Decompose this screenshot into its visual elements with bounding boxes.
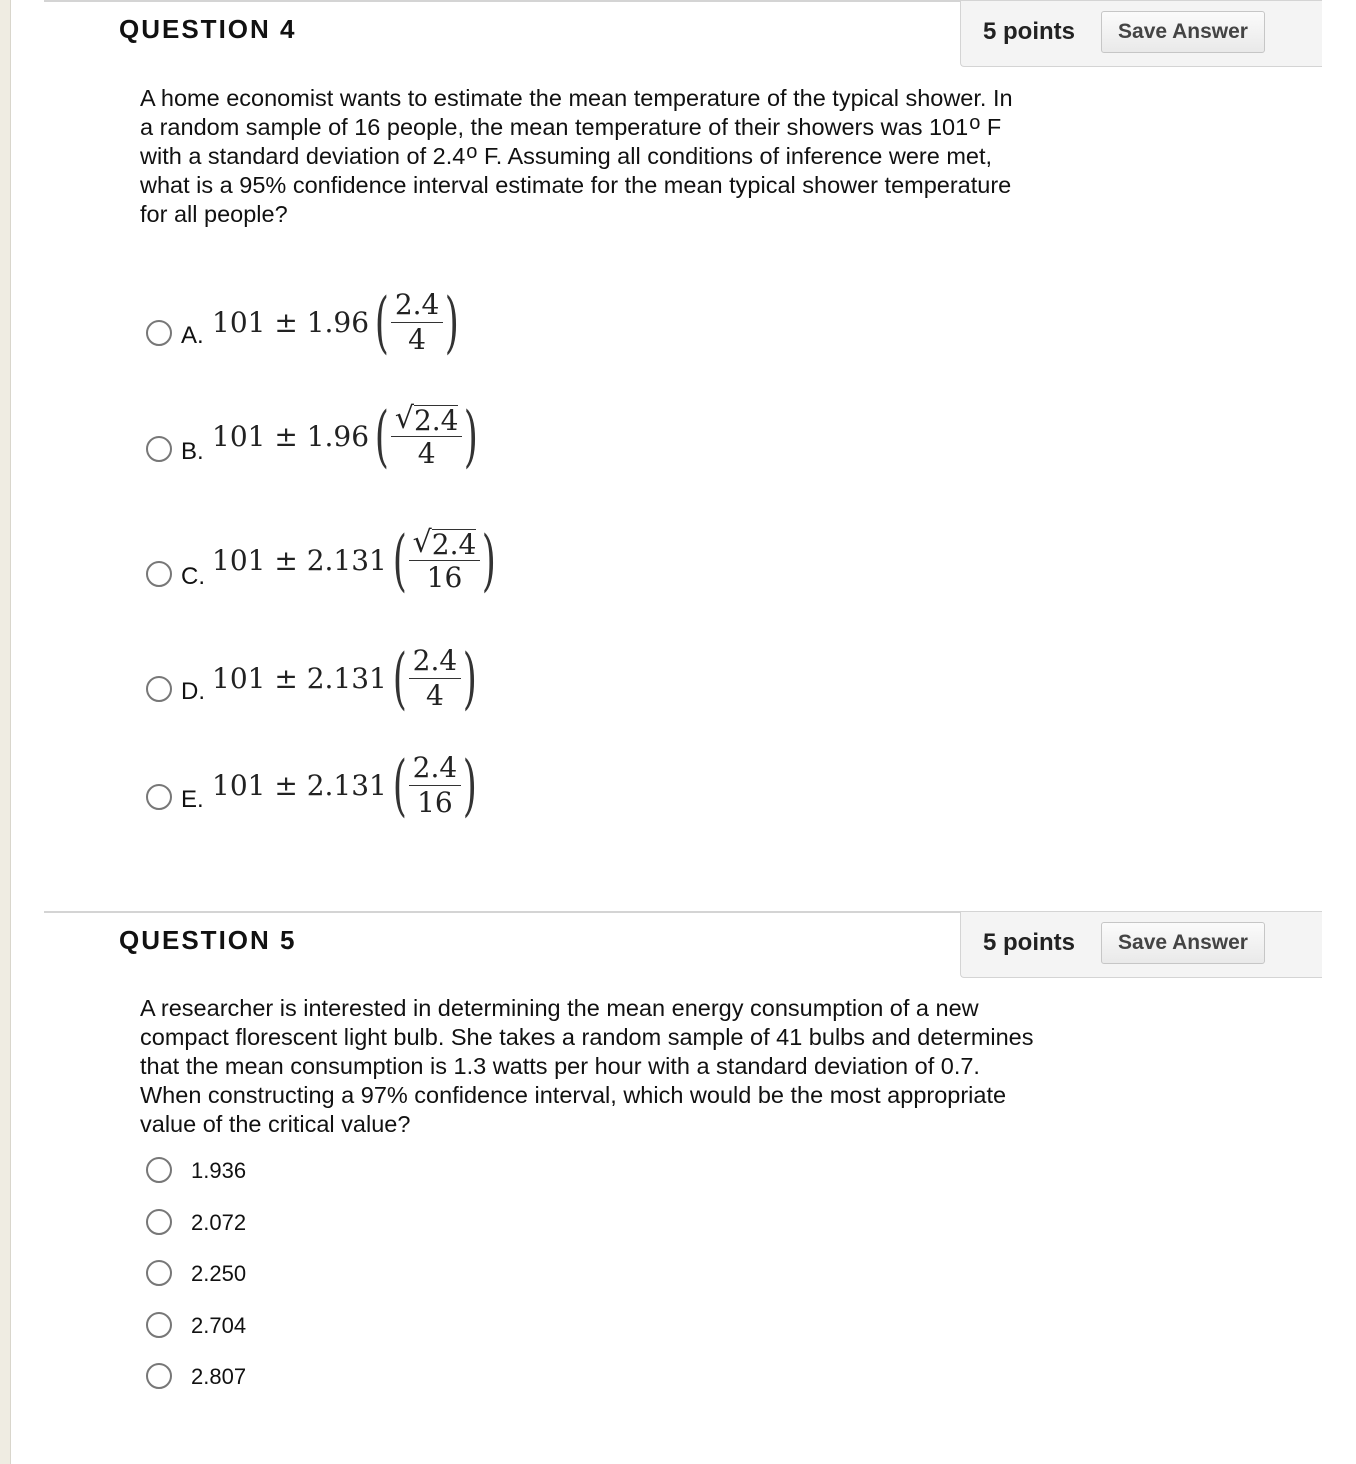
save-answer-button[interactable]: Save Answer [1101,922,1265,964]
left-paren: ( [374,397,390,475]
formula-option-b [212,397,484,475]
denominator: 4 [408,323,426,356]
radio-option-2[interactable] [146,1209,172,1235]
right-paren: ) [462,746,478,824]
left-paren: ( [374,283,390,361]
radio-option-5[interactable] [146,1363,172,1389]
formula-option-c [212,521,502,599]
question-title: QUESTION 4 [119,14,297,44]
radio-option-d[interactable] [146,676,172,702]
right-paren: ) [464,397,479,475]
points-label: 5 points [983,18,1076,45]
numerator: 2.4 [394,288,440,321]
fraction [409,751,462,820]
denominator: 16 [417,786,453,819]
question-text-part1: A home economist wants to estimate the mean temperature of the typical shower. In a random sample of 16 people, the mean temperature of their showers was 101 [140,85,1013,140]
denominator: 4 [417,437,436,470]
option-letter-a: A. [181,322,204,349]
option-label: 2.072 [191,1210,247,1235]
question-text-part2: F with a standard deviation of 2.4 [140,114,1002,169]
option-letter-d: D. [181,678,205,705]
radio-option-1[interactable] [146,1157,172,1183]
option-letter-c: C. [181,563,205,590]
degree-symbol: o [466,141,478,163]
right-paren: ) [482,521,497,599]
numerator [391,402,463,436]
numerator: 2.4 [412,751,458,784]
question-4 [44,0,1322,900]
question-5 [44,911,1322,1464]
formula-option-e [212,746,483,824]
formula-option-a [212,283,465,361]
option-label: 2.807 [191,1364,247,1389]
option-label: 2.250 [191,1261,247,1286]
question-text [140,84,1020,229]
sqrt-icon: √ [412,525,432,560]
radio-option-3[interactable] [146,1260,172,1286]
radio-option-4[interactable] [146,1312,172,1338]
denominator: 16 [426,561,463,594]
radio-option-e[interactable] [146,784,172,810]
formula-option-d [212,639,483,717]
option-letter-b: B. [181,438,204,465]
option-letter-e: E. [181,786,204,813]
points-label: 5 points [983,929,1076,956]
sqrt-icon: √ [394,401,414,436]
left-rail [0,0,11,1464]
numerator: 2.4 [412,644,458,677]
radicand: 2.4 [413,404,459,437]
fraction [391,288,444,357]
radio-option-a[interactable] [146,320,172,346]
fraction [391,402,463,471]
numerator [409,526,481,560]
denominator: 4 [425,679,444,712]
formula-prefix: 101 ± 2.131 [212,662,387,695]
radio-option-b[interactable] [146,436,172,462]
fraction [409,644,462,713]
formula-prefix: 101 ± 2.131 [212,769,387,802]
question-text [140,994,1040,1139]
save-answer-button[interactable]: Save Answer [1101,11,1265,53]
points-box [960,912,1322,978]
question-text-part3: F. Assuming all conditions of inference were met, what is a 95% confidence interval estimate for the mean typical shower temperature for all people? [140,143,1012,227]
radio-option-c[interactable] [146,561,172,587]
question-text-body: A researcher is interested in determining the mean energy consumption of a new compact florescent light bulb. She takes a random sample of 41 bulbs and determines that the mean consumption is 1.3 watts per hour with a standard deviation of 0.7. When constructing a 97% confidence interval, which would be the most appropriate value of the critical value? [140,995,1034,1137]
left-paren: ( [392,746,407,824]
right-paren: ) [462,639,478,717]
option-label: 1.936 [191,1158,247,1183]
radicand: 2.4 [431,528,477,561]
left-paren: ( [392,639,407,717]
option-label: 2.704 [191,1313,247,1338]
question-title: QUESTION 5 [119,925,297,955]
formula-prefix: 101 ± 2.131 [212,544,387,577]
fraction [409,526,481,595]
points-box [960,1,1322,67]
degree-symbol: o [969,112,981,134]
left-paren: ( [392,521,407,599]
formula-prefix: 101 ± 1.96 [212,306,370,339]
formula-prefix: 101 ± 1.96 [212,420,370,453]
right-paren: ) [445,283,460,361]
